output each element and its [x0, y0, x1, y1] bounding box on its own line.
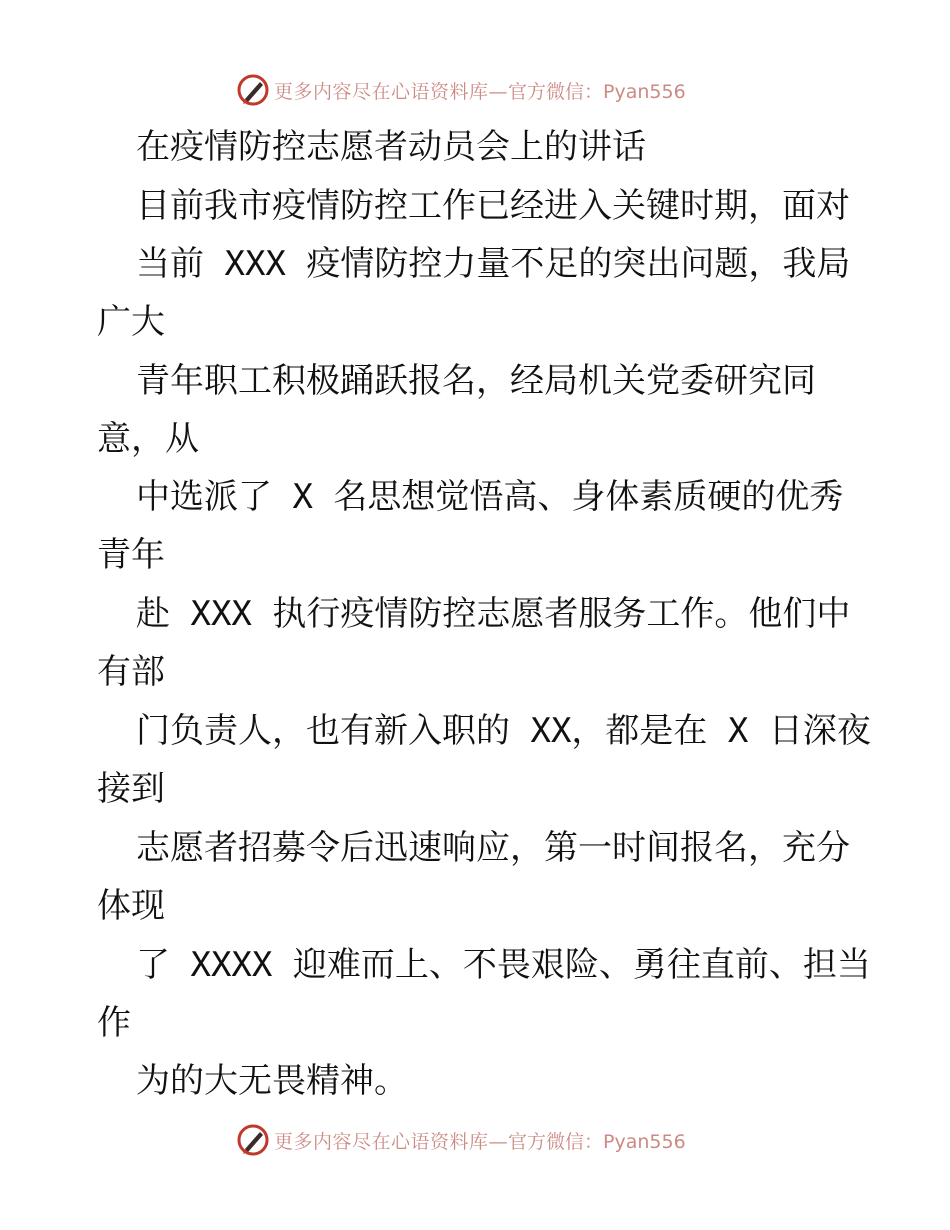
text-line: 赴 XXX 执行疫情防控志愿者服务工作。他们中 [136, 594, 851, 634]
text-line: 作 [97, 1003, 131, 1043]
pen-logo-icon [236, 1123, 270, 1157]
text-line: 门负责人，也有新入职的 XX，都是在 X 日深夜 [136, 711, 871, 751]
text-line: 为的大无畏精神。 [136, 1061, 408, 1101]
banner-title: 更多内容尽在心语资料库— [274, 1130, 509, 1153]
text-line: 接到 [97, 769, 165, 809]
text-line: 目前我市疫情防控工作已经进入关键时期，面对 [136, 186, 850, 226]
banner-wechat: 官方微信：Pyan556 [508, 80, 686, 103]
text-line: 了 XXXX 迎难而上、不畏艰险、勇往直前、担当 [136, 945, 871, 985]
banner-title: 更多内容尽在心语资料库— [274, 80, 509, 103]
text-line: 有部 [97, 652, 165, 692]
text-line: 广大 [97, 302, 165, 342]
document-title: 在疫情防控志愿者动员会上的讲话 [136, 127, 646, 167]
footer-banner [236, 1122, 686, 1158]
text-line: 当前 XXX 疫情防控力量不足的突出问题，我局 [136, 244, 851, 284]
banner-wechat: 官方微信：Pyan556 [508, 1130, 686, 1153]
text-line: 中选派了 X 名思想觉悟高、身体素质硬的优秀 [136, 477, 844, 517]
text-line: 志愿者招募令后迅速响应，第一时间报名，充分 [136, 828, 850, 868]
text-line: 青年职工积极踊跃报名，经局机关党委研究同 [136, 361, 816, 401]
text-line: 青年 [97, 535, 165, 575]
text-line: 体现 [97, 886, 165, 926]
text-line: 意，从 [97, 419, 199, 459]
